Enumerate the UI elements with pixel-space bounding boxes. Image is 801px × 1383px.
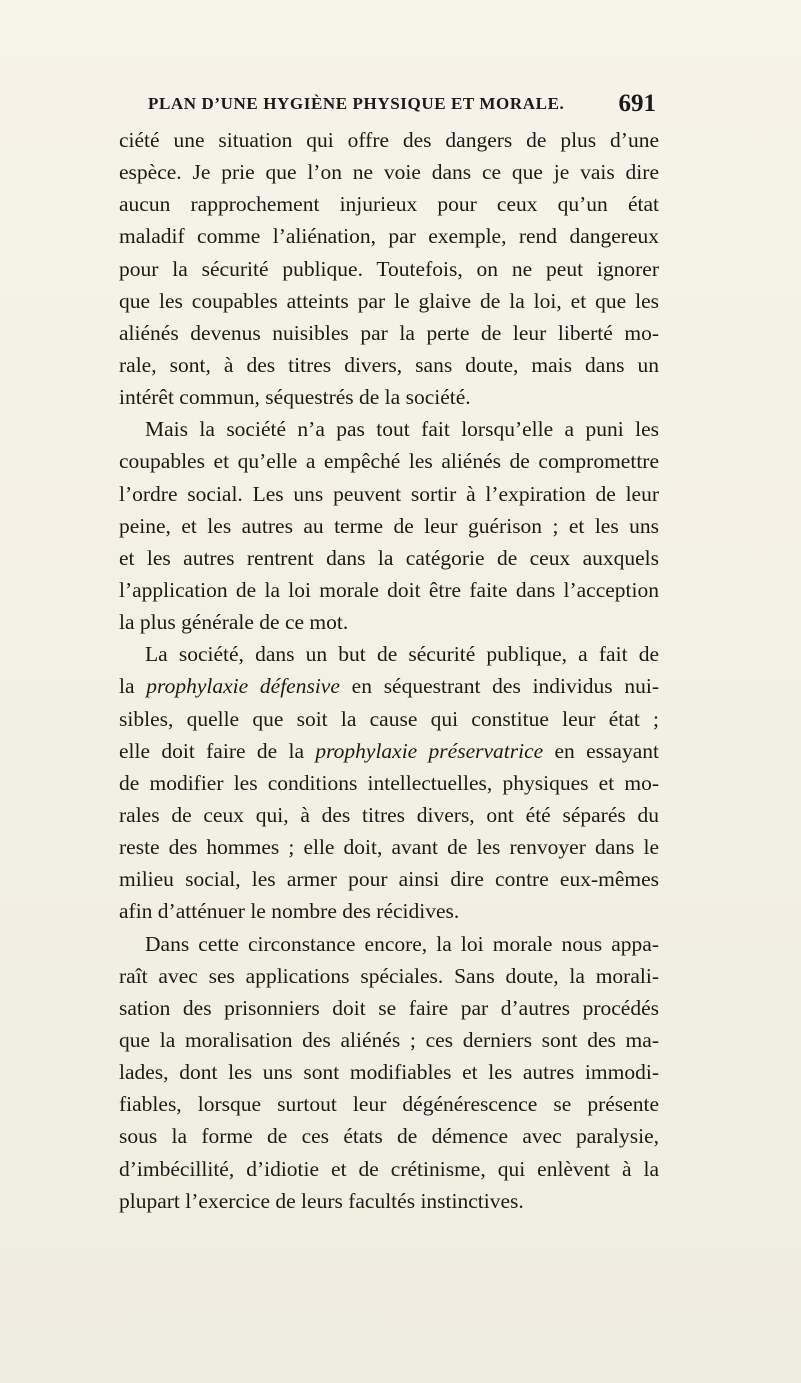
text-line: [119, 735, 659, 767]
text-line: raît avec ses applications spéciales. Sans doute, la morali-: [119, 963, 659, 988]
running-title: PLAN D’UNE HYGIÈNE PHYSIQUE ET MORALE.: [148, 94, 565, 113]
italic-term: prophylaxie préservatrice: [315, 738, 544, 763]
text-line: La société, dans un but de sécurité publique, a fait de: [145, 642, 659, 667]
text-line: d’imbécillité, d’idiotie et de crétinisme, qui enlèvent à la: [119, 1156, 659, 1181]
text-line: rale, sont, à des titres divers, sans doute, mais dans un: [119, 352, 659, 377]
text-segment: elle doit faire de la: [119, 738, 316, 763]
text-line: afin d’atténuer le nombre des récidives.: [119, 899, 460, 924]
text-line: sation des prisonniers doit se faire par d’autres procédés: [119, 995, 659, 1020]
text-line: aliénés devenus nuisibles par la perte de leur liberté mo-: [119, 320, 659, 345]
text-line: et les autres rentrent dans la catégorie de ceux auxquels: [119, 545, 659, 570]
text-line: intérêt commun, séquestrés de la société.: [119, 385, 471, 410]
body-text: [119, 124, 659, 1217]
page-number: 691: [618, 90, 656, 117]
text-line: peine, et les autres au terme de leur guérison ; et les uns: [119, 513, 659, 538]
text-line: fiables, lorsque surtout leur dégénérescence se présente: [119, 1092, 659, 1117]
text-line: reste des hommes ; elle doit, avant de les renvoyer dans le: [119, 835, 659, 860]
text-line: plupart l’exercice de leurs facultés instinctives.: [119, 1188, 524, 1213]
text-line: Dans cette circonstance encore, la loi morale nous appa-: [145, 931, 659, 956]
page-header: [148, 90, 656, 120]
text-line: lades, dont les uns sont modifiables et les autres immodi-: [119, 1060, 659, 1085]
text-line: Mais la société n’a pas tout fait lorsqu’elle a puni les: [145, 417, 659, 442]
text-line: que les coupables atteints par le glaive de la loi, et que les: [119, 288, 659, 313]
text-segment: en séquestrant des individus nui-: [339, 674, 659, 699]
text-line: que la moralisation des aliénés ; ces derniers sont des ma-: [119, 1027, 659, 1052]
text-segment: en essayant: [543, 738, 659, 763]
text-segment: la: [119, 674, 147, 699]
text-line: aucun rapprochement injurieux pour ceux qu’un état: [119, 192, 659, 217]
text-line: la plus générale de ce mot.: [119, 610, 349, 635]
text-line: pour la sécurité publique. Toutefois, on ne peut ignorer: [119, 256, 659, 281]
italic-term: prophylaxie défensive: [146, 674, 340, 699]
text-line: l’ordre social. Les uns peuvent sortir à l’expiration de leur: [119, 481, 659, 506]
text-line: sibles, quelle que soit la cause qui constitue leur état ;: [119, 706, 659, 731]
text-line: [119, 670, 659, 702]
text-line: rales de ceux qui, à des titres divers, ont été séparés du: [119, 802, 659, 827]
text-line: coupables et qu’elle a empêché les aliénés de compromettre: [119, 449, 659, 474]
text-line: espèce. Je prie que l’on ne voie dans ce que je vais dire: [119, 160, 659, 185]
text-line: l’application de la loi morale doit être faite dans l’acception: [119, 577, 659, 602]
text-line: ciété une situation qui offre des dangers de plus d’une: [119, 128, 659, 152]
text-line: milieu social, les armer pour ainsi dire contre eux-mêmes: [119, 867, 659, 892]
text-line: de modifier les conditions intellectuelles, physiques et mo-: [119, 770, 659, 795]
text-line: maladif comme l’aliénation, par exemple, rend dangereux: [119, 224, 659, 249]
text-line: sous la forme de ces états de démence avec paralysie,: [119, 1124, 659, 1149]
